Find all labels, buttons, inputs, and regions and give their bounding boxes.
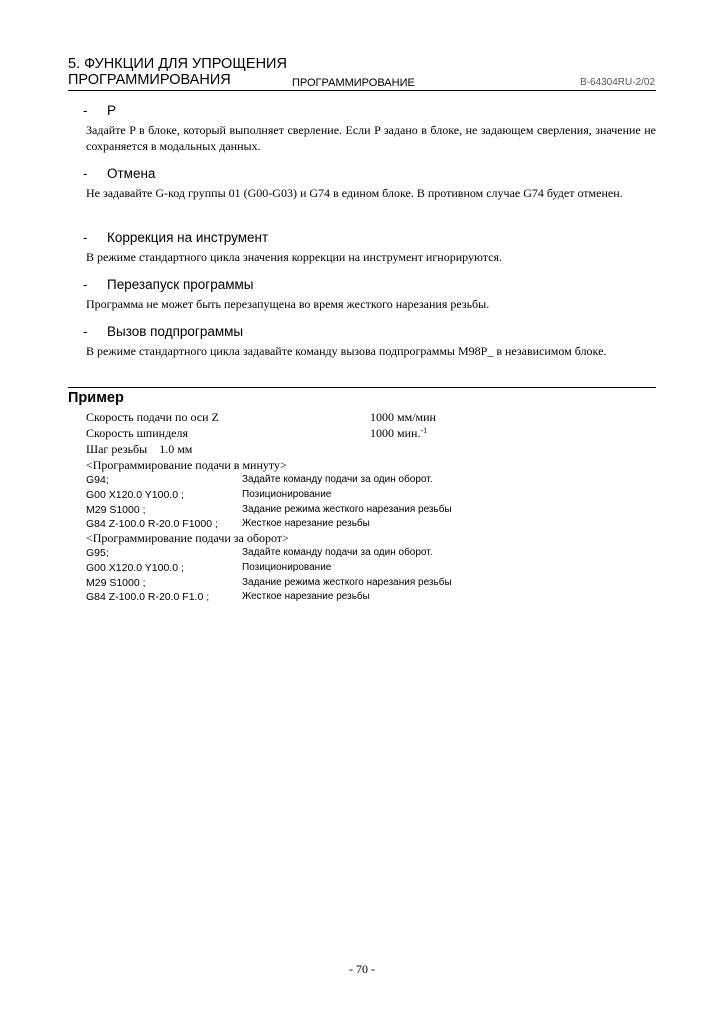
example-divider — [68, 387, 656, 388]
mode-heading-per-minute: <Программирование подачи в минуту> — [86, 458, 287, 472]
code-line: G95; — [86, 547, 109, 559]
section-title — [83, 277, 656, 293]
section-body: Задайте P в блоке, который выполняет сверление. Если P задано в блоке, не задающем сверления, значение не сохраняется в модальных данных. — [86, 123, 656, 153]
section-program-restart — [83, 277, 656, 312]
section-title-text: Перезапуск программы — [107, 277, 254, 292]
code-row — [86, 504, 646, 519]
code-row — [86, 591, 646, 606]
section-cancel — [83, 166, 656, 201]
example-title: Пример — [68, 390, 124, 406]
section-title — [83, 230, 656, 246]
code-comment: Задание режима жесткого нарезания резьбы — [242, 504, 452, 515]
param-label-feed: Скорость подачи по оси Z — [86, 410, 219, 424]
mode-heading-per-revolution: <Программирование подачи за оборот> — [86, 531, 289, 545]
param-value-text: 1000 мин. — [370, 426, 421, 440]
param-value-spindle — [370, 425, 427, 441]
param-value-feed: 1000 мм/мин — [370, 410, 436, 424]
section-title-text: P — [107, 103, 117, 118]
section-tool-offset — [83, 230, 656, 265]
section-title-text: Коррекция на инструмент — [107, 230, 269, 245]
param-label-pitch: Шаг резьбы 1.0 мм — [86, 442, 193, 456]
code-comment: Жесткое нарезание резьбы — [242, 591, 370, 602]
chapter-title-line1: 5. ФУНКЦИИ ДЛЯ УПРОЩЕНИЯ — [68, 56, 287, 72]
document-code: B-64304RU-2/02 — [580, 77, 656, 88]
code-line: M29 S1000 ; — [86, 577, 146, 589]
code-line: G84 Z-100.0 R-20.0 F1000 ; — [86, 518, 218, 530]
code-comment: Позиционирование — [242, 562, 332, 573]
section-body: В режиме стандартного цикла задавайте команду вызова подпрограммы M98P_ в независимом блоке. — [86, 344, 607, 358]
section-body: Не задавайте G-код группы 01 (G00-G03) и G74 в едином блоке. В противном случае G74 будет отменен. — [86, 186, 623, 200]
dash-bullet: - — [83, 230, 88, 245]
code-line: G00 X120.0 Y100.0 ; — [86, 489, 184, 501]
page-number: - 70 - — [349, 962, 375, 976]
param-label-spindle: Скорость шпинделя — [86, 426, 189, 440]
code-row — [86, 489, 646, 504]
section-name: ПРОГРАММИРОВАНИЕ — [292, 77, 415, 89]
section-title — [83, 103, 656, 119]
code-line: M29 S1000 ; — [86, 504, 146, 516]
dash-bullet: - — [83, 103, 88, 118]
code-row — [86, 577, 646, 592]
chapter-title-line2: ПРОГРАММИРОВАНИЯ — [68, 72, 231, 88]
param-value-exponent: -1 — [420, 426, 428, 435]
code-comment: Задание режима жесткого нарезания резьбы — [242, 577, 452, 588]
code-line: G84 Z-100.0 R-20.0 F1.0 ; — [86, 591, 210, 603]
header-divider — [68, 90, 656, 91]
code-line: G94; — [86, 474, 109, 486]
section-subprogram-call — [83, 324, 656, 359]
dash-bullet: - — [83, 324, 88, 339]
section-body: В режиме стандартного цикла значения коррекции на инструмент игнорируются. — [86, 250, 503, 264]
code-comment: Позиционирование — [242, 489, 332, 500]
section-title — [83, 324, 656, 340]
section-body: Программа не может быть перезапущена во время жесткого нарезания резьбы. — [86, 297, 490, 311]
dash-bullet: - — [83, 166, 88, 181]
dash-bullet: - — [83, 277, 88, 292]
section-title-text: Вызов подпрограммы — [107, 324, 244, 339]
code-comment: Задайте команду подачи за один оборот. — [242, 547, 433, 558]
section-title — [83, 166, 656, 182]
section-title-text: Отмена — [107, 166, 156, 181]
code-comment: Задайте команду подачи за один оборот. — [242, 474, 433, 485]
code-comment: Жесткое нарезание резьбы — [242, 518, 370, 529]
chapter-title — [68, 56, 287, 88]
code-row — [86, 562, 646, 577]
code-line: G00 X120.0 Y100.0 ; — [86, 562, 184, 574]
section-p — [83, 103, 656, 154]
code-row — [86, 474, 646, 489]
code-row — [86, 547, 646, 562]
